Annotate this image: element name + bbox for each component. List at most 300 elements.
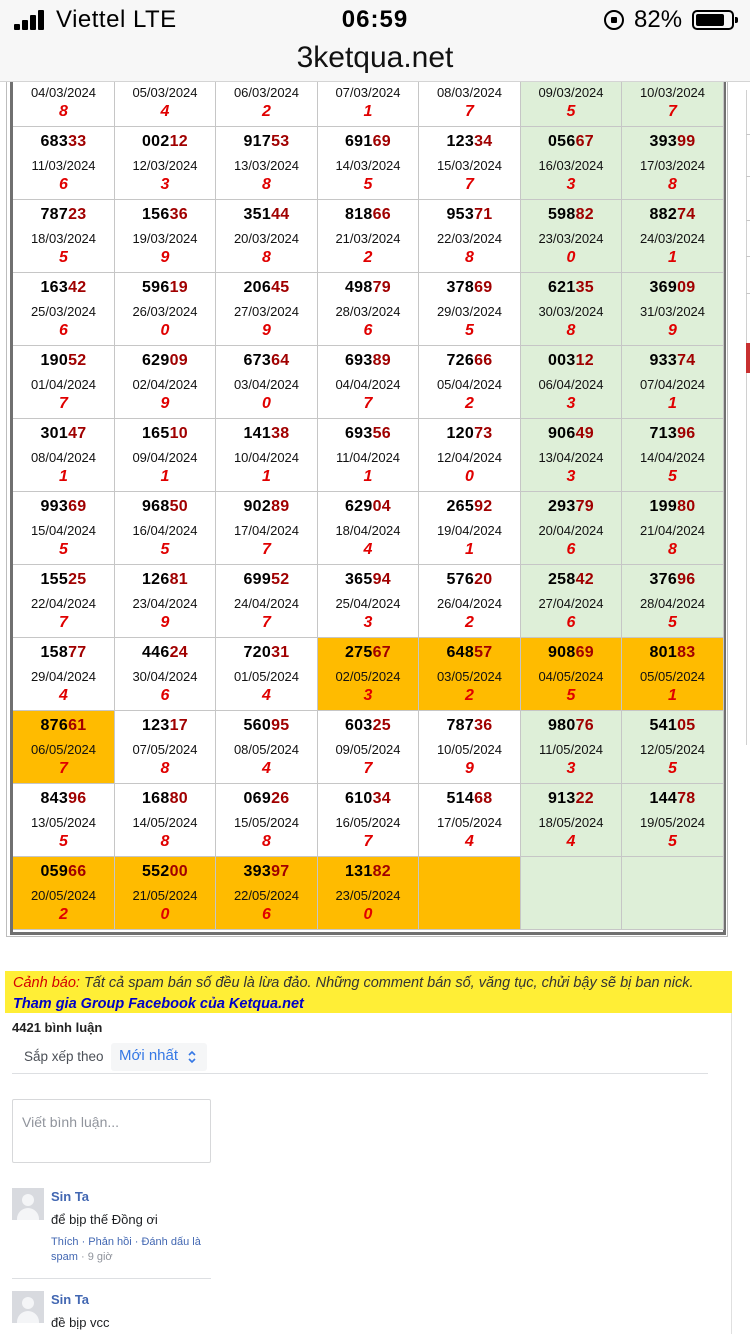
result-number-head: 980 <box>547 717 576 734</box>
sidebar-edge-tick <box>746 220 750 221</box>
result-date: 05/05/2024 <box>639 669 706 684</box>
result-number <box>115 498 215 516</box>
result-number-head: 908 <box>547 644 576 661</box>
result-cell <box>216 200 318 273</box>
result-number <box>115 206 215 224</box>
result-date: 12/05/2024 <box>639 742 706 757</box>
result-number-tail: 25 <box>372 717 391 734</box>
result-cell <box>521 419 622 492</box>
result-number-head: 726 <box>446 352 475 369</box>
result-number <box>521 571 621 589</box>
comment-input[interactable] <box>12 1099 211 1163</box>
result-date: 08/05/2024 <box>233 742 300 757</box>
result-number-tail: 97 <box>271 863 290 880</box>
result-number <box>216 425 317 443</box>
result-number-tail: 83 <box>677 644 696 661</box>
result-cell <box>318 346 419 419</box>
result-number-head: 713 <box>649 425 678 442</box>
result-number-tail: 96 <box>677 571 696 588</box>
result-number-head: 498 <box>344 279 373 296</box>
result-date: 15/05/2024 <box>233 815 300 830</box>
result-digit: 2 <box>363 249 373 266</box>
result-number-tail: 36 <box>474 717 493 734</box>
result-date: 07/04/2024 <box>639 377 706 392</box>
result-number-tail: 38 <box>271 425 290 442</box>
result-number-head: 165 <box>141 425 170 442</box>
result-digit: 7 <box>262 541 271 558</box>
comment-author[interactable]: Sin Ta <box>51 1292 90 1307</box>
result-date: 09/03/2024 <box>538 85 604 100</box>
result-cell <box>13 273 115 346</box>
result-digit: 1 <box>160 468 170 485</box>
result-number-tail: 20 <box>474 571 493 588</box>
result-number-tail: 79 <box>372 279 391 296</box>
result-cell <box>521 273 622 346</box>
result-number-head: 206 <box>243 279 272 296</box>
result-digit: 3 <box>566 395 576 412</box>
result-cell <box>115 492 216 565</box>
sidebar-edge-tick <box>746 293 750 294</box>
result-date: 03/04/2024 <box>233 377 300 392</box>
result-cell <box>13 638 115 711</box>
result-date: 18/03/2024 <box>30 231 97 246</box>
result-cell <box>521 638 622 711</box>
result-number <box>419 498 520 516</box>
result-date: 05/04/2024 <box>436 377 503 392</box>
sort-label: Sắp xếp theo <box>24 1049 104 1064</box>
result-number-tail: 52 <box>271 571 290 588</box>
result-digit: 8 <box>566 322 576 339</box>
result-digit: 5 <box>668 614 677 631</box>
result-number <box>216 717 317 735</box>
result-digit: 7 <box>363 833 373 850</box>
result-cell <box>318 711 419 784</box>
result-date: 31/03/2024 <box>639 304 706 319</box>
result-number-tail: 05 <box>677 717 696 734</box>
result-date: 27/04/2024 <box>538 596 604 611</box>
result-cell <box>622 273 724 346</box>
result-date: 25/03/2024 <box>30 304 97 319</box>
result-number-head: 120 <box>446 425 475 442</box>
result-number-tail: 69 <box>372 133 391 150</box>
result-number <box>318 206 418 224</box>
result-number-tail: 95 <box>271 717 290 734</box>
result-number-head: 155 <box>40 571 69 588</box>
result-cell <box>622 492 724 565</box>
result-date: 17/04/2024 <box>233 523 300 538</box>
battery-icon <box>692 10 734 30</box>
result-digit: 2 <box>59 906 68 923</box>
result-date: 20/04/2024 <box>538 523 604 538</box>
result-digit: 0 <box>465 468 474 485</box>
result-number-tail: 64 <box>271 352 290 369</box>
result-number-tail: 89 <box>271 498 290 515</box>
result-number-tail: 61 <box>68 717 87 734</box>
comment-text: để bịp thế Đồng ơi <box>51 1212 158 1227</box>
result-cell <box>521 127 622 200</box>
result-date: 10/03/2024 <box>639 85 706 100</box>
result-digit: 5 <box>465 322 474 339</box>
result-number-head: 953 <box>446 206 475 223</box>
result-date: 21/05/2024 <box>132 888 198 903</box>
result-date: 10/05/2024 <box>436 742 503 757</box>
result-digit: 1 <box>59 468 68 485</box>
result-digit: 8 <box>465 249 474 266</box>
result-date: 28/03/2024 <box>335 304 401 319</box>
result-number <box>521 206 621 224</box>
result-number <box>216 498 317 516</box>
result-digit: 5 <box>160 541 170 558</box>
result-number <box>115 352 215 370</box>
clock: 06:59 <box>341 6 409 33</box>
result-number <box>115 863 215 881</box>
result-number <box>216 352 317 370</box>
result-number-head: 168 <box>141 790 170 807</box>
result-cell <box>216 82 318 127</box>
result-number-head: 968 <box>141 498 170 515</box>
result-cell <box>318 419 419 492</box>
result-date: 15/03/2024 <box>436 158 503 173</box>
result-number-tail: 44 <box>271 206 290 223</box>
result-cell <box>115 638 216 711</box>
result-number-head: 275 <box>344 644 373 661</box>
result-number-tail: 96 <box>677 425 696 442</box>
result-number-head: 648 <box>446 644 475 661</box>
result-digit: 7 <box>262 614 271 631</box>
result-number <box>419 425 520 443</box>
result-number <box>622 498 723 516</box>
result-cell <box>13 200 115 273</box>
result-number-head: 673 <box>243 352 272 369</box>
result-number-tail: 96 <box>68 790 87 807</box>
result-digit: 7 <box>465 176 474 193</box>
result-digit: 2 <box>465 687 474 704</box>
result-cell <box>318 638 419 711</box>
result-number-tail: 42 <box>68 279 87 296</box>
result-number <box>115 644 215 662</box>
result-number-head: 993 <box>40 498 69 515</box>
result-digit: 1 <box>363 103 373 120</box>
result-digit: 7 <box>59 760 68 777</box>
result-number-head: 376 <box>649 571 678 588</box>
result-number <box>13 644 114 662</box>
result-digit: 2 <box>465 395 474 412</box>
result-number-head: 917 <box>243 133 272 150</box>
result-number-tail: 53 <box>271 133 290 150</box>
result-number-tail: 99 <box>677 133 696 150</box>
result-number-tail: 34 <box>474 133 493 150</box>
result-cell <box>216 565 318 638</box>
result-cell <box>216 492 318 565</box>
result-date: 28/04/2024 <box>639 596 706 611</box>
result-digit: 1 <box>668 687 677 704</box>
result-number-head: 596 <box>141 279 170 296</box>
result-date: 21/04/2024 <box>639 523 706 538</box>
carrier-label: Viettel LTE <box>56 6 177 33</box>
result-cell <box>13 492 115 565</box>
result-digit: 6 <box>160 687 170 704</box>
sidebar-edge-tick <box>746 256 750 257</box>
result-number <box>318 644 418 662</box>
result-digit: 0 <box>262 395 271 412</box>
comment-author[interactable]: Sin Ta <box>51 1189 90 1204</box>
result-date: 21/03/2024 <box>335 231 401 246</box>
result-number <box>216 206 317 224</box>
result-number-head: 603 <box>344 717 373 734</box>
result-digit: 9 <box>262 322 271 339</box>
result-cell <box>13 565 115 638</box>
result-digit: 5 <box>59 833 68 850</box>
result-digit: 1 <box>363 468 373 485</box>
sidebar-edge-tick <box>746 176 750 177</box>
result-cell <box>115 419 216 492</box>
result-number <box>318 425 418 443</box>
result-number-head: 190 <box>40 352 69 369</box>
result-digit: 6 <box>566 614 576 631</box>
result-number-head: 258 <box>547 571 576 588</box>
result-cell <box>216 127 318 200</box>
result-number-tail: 23 <box>68 206 87 223</box>
result-number <box>622 644 723 662</box>
result-digit: 8 <box>59 103 68 120</box>
result-digit: 8 <box>160 833 170 850</box>
result-cell <box>622 711 724 784</box>
result-digit: 0 <box>160 322 170 339</box>
result-digit: 1 <box>668 395 677 412</box>
result-number-tail: 80 <box>169 790 188 807</box>
result-number-tail: 94 <box>372 571 391 588</box>
result-digit: 2 <box>262 103 271 120</box>
result-digit: 1 <box>668 249 677 266</box>
result-cell <box>13 857 115 930</box>
result-cell <box>521 346 622 419</box>
avatar[interactable] <box>12 1188 44 1220</box>
url-text: 3ketqua.net <box>296 41 454 74</box>
result-number <box>622 279 723 297</box>
result-cell <box>521 784 622 857</box>
result-cell <box>419 419 521 492</box>
result-cell <box>318 82 419 127</box>
result-number-tail: 36 <box>169 206 188 223</box>
result-date: 08/03/2024 <box>436 85 503 100</box>
comment-text: đề bịp vcc <box>51 1315 110 1330</box>
sort-select[interactable] <box>111 1043 207 1071</box>
result-digit: 7 <box>363 760 373 777</box>
result-number <box>216 571 317 589</box>
result-cell <box>318 273 419 346</box>
result-number <box>419 279 520 297</box>
result-number <box>622 425 723 443</box>
result-number-tail: 47 <box>68 425 87 442</box>
result-number <box>13 498 114 516</box>
result-date: 01/05/2024 <box>233 669 300 684</box>
facebook-group-link[interactable]: Tham gia Group Facebook của Ketqua.net <box>13 996 304 1012</box>
result-number <box>115 717 215 735</box>
result-digit: 9 <box>668 322 677 339</box>
result-digit: 9 <box>160 249 170 266</box>
result-digit: 4 <box>465 833 474 850</box>
result-date: 20/05/2024 <box>30 888 97 903</box>
result-number-head: 002 <box>141 133 170 150</box>
result-number-head: 378 <box>446 279 475 296</box>
result-number-head: 699 <box>243 571 272 588</box>
result-date: 14/05/2024 <box>132 815 198 830</box>
result-number-tail: 04 <box>372 498 391 515</box>
result-date: 14/04/2024 <box>639 450 706 465</box>
result-date: 17/03/2024 <box>639 158 706 173</box>
result-number <box>13 425 114 443</box>
result-date: 16/03/2024 <box>538 158 604 173</box>
result-number <box>419 717 520 735</box>
result-digit: 3 <box>566 760 576 777</box>
result-number-head: 801 <box>649 644 678 661</box>
result-date: 02/04/2024 <box>132 377 198 392</box>
result-cell <box>622 565 724 638</box>
result-number <box>419 644 520 662</box>
result-cell <box>13 82 115 127</box>
result-number <box>318 498 418 516</box>
result-cell <box>521 492 622 565</box>
result-cell <box>521 565 622 638</box>
result-number-head: 552 <box>141 863 170 880</box>
divider <box>12 1073 708 1074</box>
result-number-tail: 74 <box>677 206 696 223</box>
result-date: 11/04/2024 <box>335 450 401 465</box>
result-date: 25/04/2024 <box>335 596 401 611</box>
result-digit: 3 <box>363 687 373 704</box>
result-number <box>13 790 114 808</box>
result-number-head: 683 <box>40 133 69 150</box>
avatar[interactable] <box>12 1291 44 1323</box>
result-digit: 3 <box>566 176 576 193</box>
result-number <box>521 279 621 297</box>
result-digit: 8 <box>668 176 677 193</box>
result-number <box>521 133 621 151</box>
result-number <box>216 863 317 881</box>
result-number <box>115 571 215 589</box>
result-number <box>115 279 215 297</box>
result-number-tail: 76 <box>575 717 594 734</box>
result-date: 11/03/2024 <box>31 158 96 173</box>
result-number <box>521 644 621 662</box>
result-number <box>13 206 114 224</box>
result-number-head: 059 <box>40 863 69 880</box>
result-number-tail: 92 <box>474 498 493 515</box>
result-cell <box>318 857 419 930</box>
result-date: 02/05/2024 <box>335 669 401 684</box>
result-cell <box>622 346 724 419</box>
result-date: 15/04/2024 <box>30 523 97 538</box>
result-cell <box>115 273 216 346</box>
result-number-head: 902 <box>243 498 272 515</box>
result-cell <box>521 857 622 930</box>
result-number-head: 158 <box>40 644 69 661</box>
result-date: 13/05/2024 <box>30 815 97 830</box>
result-number-head: 446 <box>141 644 170 661</box>
result-digit: 6 <box>363 322 373 339</box>
result-number-head: 123 <box>446 133 475 150</box>
result-cell <box>622 638 724 711</box>
result-cell <box>622 784 724 857</box>
result-digit: 8 <box>668 541 677 558</box>
result-digit: 7 <box>363 395 373 412</box>
result-date: 14/03/2024 <box>335 158 401 173</box>
result-cell <box>13 711 115 784</box>
result-number-tail: 66 <box>474 352 493 369</box>
result-number <box>622 352 723 370</box>
result-digit: 0 <box>363 906 373 923</box>
result-number-tail: 49 <box>575 425 594 442</box>
result-number-head: 906 <box>547 425 576 442</box>
result-date: 11/05/2024 <box>538 742 604 757</box>
result-number-head: 293 <box>547 498 576 515</box>
result-cell <box>318 565 419 638</box>
result-number-tail: 33 <box>68 133 87 150</box>
comment-actions[interactable] <box>51 1235 216 1265</box>
result-date: 27/03/2024 <box>233 304 300 319</box>
warning-line <box>13 973 724 994</box>
result-digit: 5 <box>566 103 576 120</box>
result-number <box>13 133 114 151</box>
result-number-head: 693 <box>344 425 373 442</box>
comment-action-links[interactable]: Thích · Phản hồi · Đánh dấu là spam <box>51 1236 201 1263</box>
result-cell <box>419 638 521 711</box>
result-number-head: 629 <box>344 498 373 515</box>
result-number-tail: 81 <box>169 571 188 588</box>
result-cell <box>318 492 419 565</box>
result-number-tail: 57 <box>474 644 493 661</box>
result-date: 09/05/2024 <box>335 742 401 757</box>
result-number <box>622 717 723 735</box>
result-cell <box>115 127 216 200</box>
result-digit: 6 <box>566 541 576 558</box>
result-number-head: 351 <box>243 206 272 223</box>
result-date: 18/04/2024 <box>335 523 401 538</box>
result-cell <box>419 273 521 346</box>
result-date: 22/04/2024 <box>30 596 97 611</box>
result-cell <box>622 82 724 127</box>
result-number <box>13 571 114 589</box>
result-number-tail: 12 <box>169 133 188 150</box>
result-date: 22/05/2024 <box>233 888 300 903</box>
result-number-head: 621 <box>547 279 576 296</box>
result-date: 30/03/2024 <box>538 304 604 319</box>
address-bar[interactable] <box>0 40 750 82</box>
result-digit: 8 <box>262 833 271 850</box>
result-digit: 0 <box>566 249 576 266</box>
result-number-tail: 09 <box>169 352 188 369</box>
result-date: 30/04/2024 <box>132 669 198 684</box>
result-number-head: 156 <box>141 206 170 223</box>
result-date: 10/04/2024 <box>233 450 300 465</box>
result-number-tail: 82 <box>372 863 391 880</box>
result-number-tail: 25 <box>68 571 87 588</box>
result-number <box>622 571 723 589</box>
result-cell <box>216 857 318 930</box>
result-number-head: 876 <box>40 717 69 734</box>
result-number-head: 610 <box>344 790 373 807</box>
result-number-tail: 74 <box>677 352 696 369</box>
result-date: 22/03/2024 <box>436 231 503 246</box>
result-number-head: 131 <box>344 863 373 880</box>
result-number <box>318 717 418 735</box>
result-number-tail: 71 <box>474 206 493 223</box>
result-cell <box>13 784 115 857</box>
result-number-tail: 09 <box>677 279 696 296</box>
result-date: 20/03/2024 <box>233 231 300 246</box>
result-number-head: 365 <box>344 571 373 588</box>
result-number <box>318 352 418 370</box>
